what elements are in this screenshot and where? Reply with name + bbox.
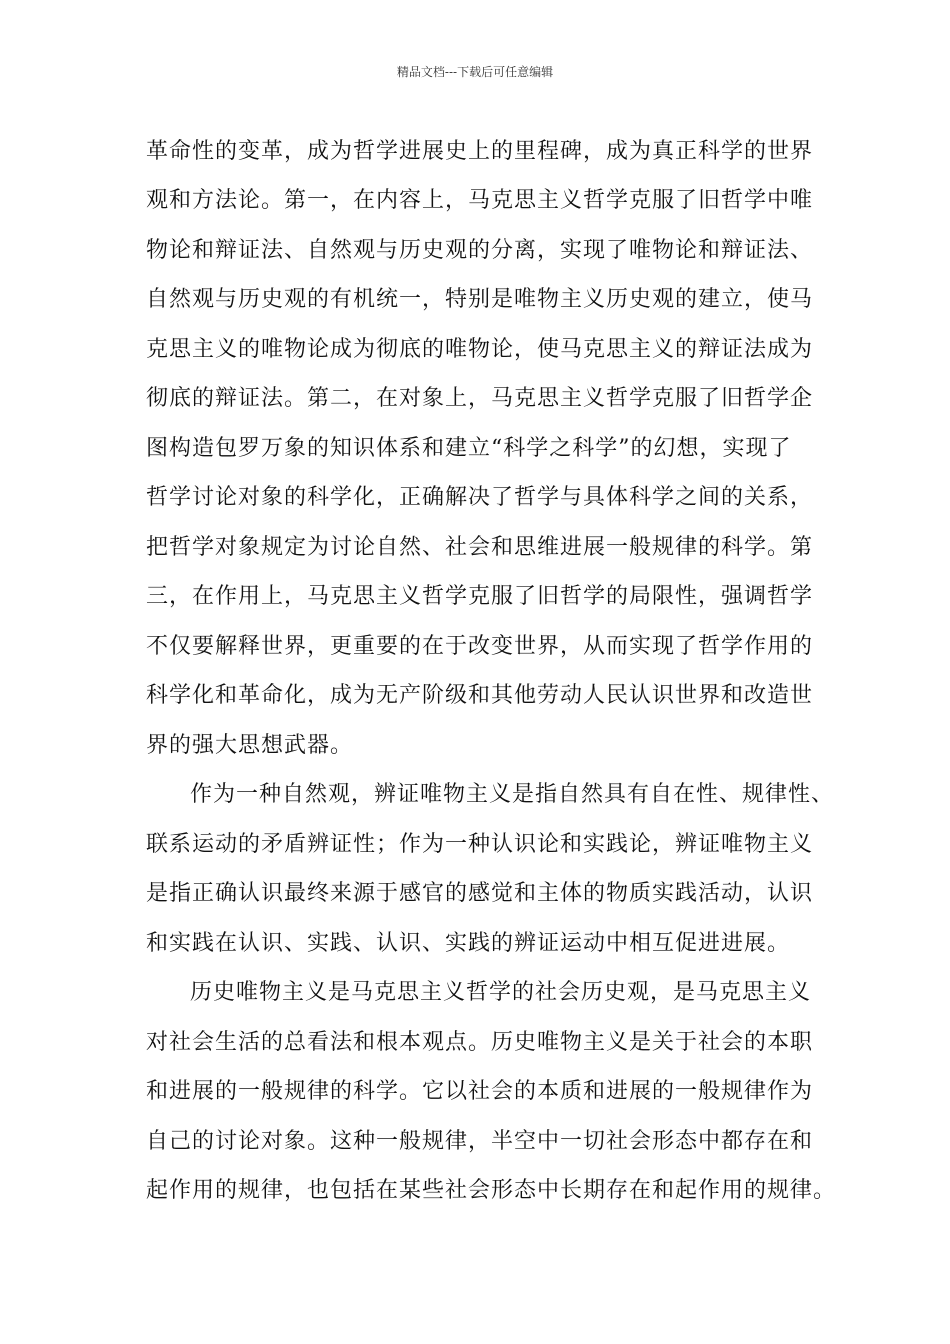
body-line: 起作用的规律，也包括在某些社会形态中长期存在和起作用的规律。	[146, 1178, 837, 1203]
body-line: 图构造包罗万象的知识体系和建立“科学之科学”的幻想，实现了	[146, 436, 792, 461]
body-line: 三，在作用上，马克思主义哲学克服了旧哲学的局限性，强调哲学	[146, 584, 814, 609]
body-line: 彻底的辩证法。第二，在对象上，马克思主义哲学克服了旧哲学企	[146, 386, 814, 411]
body-line: 历史唯物主义是马克思主义哲学的社会历史观，是马克思主义	[190, 980, 812, 1005]
body-line: 作为一种自然观，辨证唯物主义是指自然具有自在性、规律性、	[190, 782, 835, 807]
body-line: 自己的讨论对象。这种一般规律，半空中一切社会形态中都存在和	[146, 1129, 814, 1154]
body-line: 不仅要解释世界，更重要的在于改变世界，从而实现了哲学作用的	[146, 634, 814, 659]
body-line: 哲学讨论对象的科学化，正确解决了哲学与具体科学之间的关系，	[146, 485, 814, 510]
body-line: 革命性的变革，成为哲学进展史上的里程碑，成为真正科学的世界	[146, 139, 814, 164]
body-line: 科学化和革命化，成为无产阶级和其他劳动人民认识世界和改造世	[146, 683, 814, 708]
body-line: 对社会生活的总看法和根本观点。历史唯物主义是关于社会的本职	[146, 1030, 814, 1055]
body-line: 把哲学对象规定为讨论自然、社会和思维进展一般规律的科学。第	[146, 535, 814, 560]
body-line: 观和方法论。第一，在内容上，马克思主义哲学克服了旧哲学中唯	[146, 188, 814, 213]
body-line: 和实践在认识、实践、认识、实践的辨证运动中相互促进进展。	[146, 931, 791, 956]
body-line: 和进展的一般规律的科学。它以社会的本质和进展的一般规律作为	[146, 1079, 814, 1104]
body-line: 物论和辩证法、自然观与历史观的分离，实现了唯物论和辩证法、	[146, 238, 814, 263]
body-line: 是指正确认识最终来源于感官的感觉和主体的物质实践活动，认识	[146, 881, 814, 906]
body-line: 界的强大思想武器。	[146, 733, 354, 758]
page-header: 精品文档---下载后可任意编辑	[396, 65, 554, 79]
body-line: 克思主义的唯物论成为彻底的唯物论，使马克思主义的辩证法成为	[146, 337, 814, 362]
body-line: 自然观与历史观的有机统一，特别是唯物主义历史观的建立，使马	[146, 287, 814, 312]
body-line: 联系运动的矛盾辨证性；作为一种认识论和实践论，辨证唯物主义	[146, 832, 814, 857]
